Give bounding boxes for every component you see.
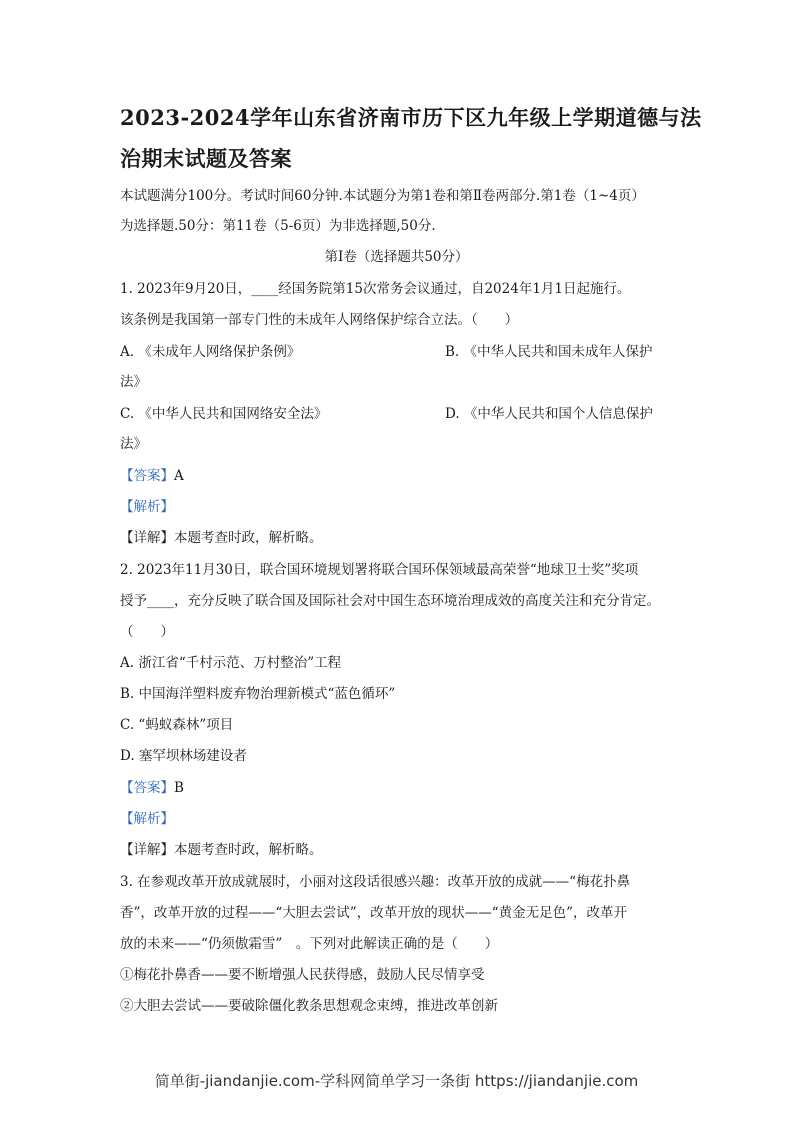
q1-analysis-label: 【解析】 [120, 499, 174, 515]
q2-detail-text: 本题考查时政，解析略。 [174, 842, 323, 858]
q2-stem-line-1: 2. 2023年11月30日，联合国环境规划署将联合国环保领域最高荣誉“地球卫士奖”奖项 [120, 562, 639, 578]
q2-stem-line-2: 授予____，充分反映了联合国及国际社会对中国生态环境治理成效的高度关注和充分肯定。 [120, 593, 660, 609]
intro-line-1: 本试题满分100分。考试时间60分钟.本试题分为第1卷和第Ⅱ卷两部分.第1卷（1~4页） [120, 188, 645, 204]
q1-detail [120, 528, 323, 548]
q1-option-b: B. 《中华人民共和国未成年人保护 [445, 344, 653, 360]
q1-option-a: A. 《未成年人网络保护条例》 [120, 344, 301, 360]
q2-analysis-label: 【解析】 [120, 811, 174, 827]
q2-option-c: C. “蚂蚁森林”项目 [120, 717, 234, 733]
q1-option-d-wrap: 法》 [120, 436, 147, 452]
q1-stem-line-1: 1. 2023年9月20日，____经国务院第15次常务会议通过，自2024年1月1日起施行。 [120, 281, 631, 297]
q1-detail-label: 【详解】 [120, 530, 174, 546]
q1-detail-text: 本题考查时政，解析略。 [174, 530, 323, 546]
q1-option-d: D. 《中华人民共和国个人信息保护 [445, 406, 653, 422]
q1-answer-value: A [174, 468, 184, 484]
q2-answer-label: 【答案】 [120, 780, 174, 796]
q1-answer [120, 466, 184, 486]
q1-stem-line-2: 该条例是我国第一部专门性的未成年人网络保护综合立法。（ ） [120, 312, 519, 328]
q3-item-1: ①梅花扑鼻香——要不断增强人民获得感，鼓励人民尽情享受 [120, 967, 485, 983]
q2-stem-line-3: （ ） [120, 624, 174, 640]
q3-stem-line-2: 香”，改革开放的过程——“大胆去尝试”，改革开放的现状——“黄金无足色”，改革开 [120, 905, 628, 921]
intro-line-2: 为选择题.50分：第11卷（5-6页）为非选择题,50分. [120, 218, 436, 234]
q2-detail [120, 840, 323, 860]
section-heading: 第Ⅰ卷（选择题共50分） [324, 249, 469, 265]
q2-option-d: D. 塞罕坝林场建设者 [120, 748, 247, 764]
q2-detail-label: 【详解】 [120, 842, 174, 858]
q1-answer-label: 【答案】 [120, 468, 174, 484]
q2-answer-value: B [174, 780, 184, 796]
q2-answer [120, 778, 184, 798]
q3-stem-line-3: 放的未来——“仍须傲霜雪” 。下列对此解读正确的是（ ） [120, 936, 499, 952]
doc-title-line-2: 治期末试题及答案 [120, 146, 292, 171]
doc-title-line-1: 2023-2024学年山东省济南市历下区九年级上学期道德与法 [120, 105, 702, 130]
q2-option-b: B. 中国海洋塑料废弃物治理新模式“蓝色循环” [120, 686, 396, 702]
page-footer-watermark: 简单街-jiandanjie.com-学科网简单学习一条街 https://jiandanjie.com [154, 1072, 639, 1090]
q2-option-a: A. 浙江省“千村示范、万村整治”工程 [120, 655, 342, 671]
q3-item-2: ②大胆去尝试——要破除僵化教条思想观念束缚，推进改革创新 [120, 998, 498, 1014]
q3-stem-line-1: 3. 在参观改革开放成就展时，小丽对这段话很感兴趣：改革开放的成就——“梅花扑鼻 [120, 874, 631, 890]
q1-option-b-wrap: 法》 [120, 374, 147, 390]
q1-option-c: C. 《中华人民共和国网络安全法》 [120, 406, 328, 422]
